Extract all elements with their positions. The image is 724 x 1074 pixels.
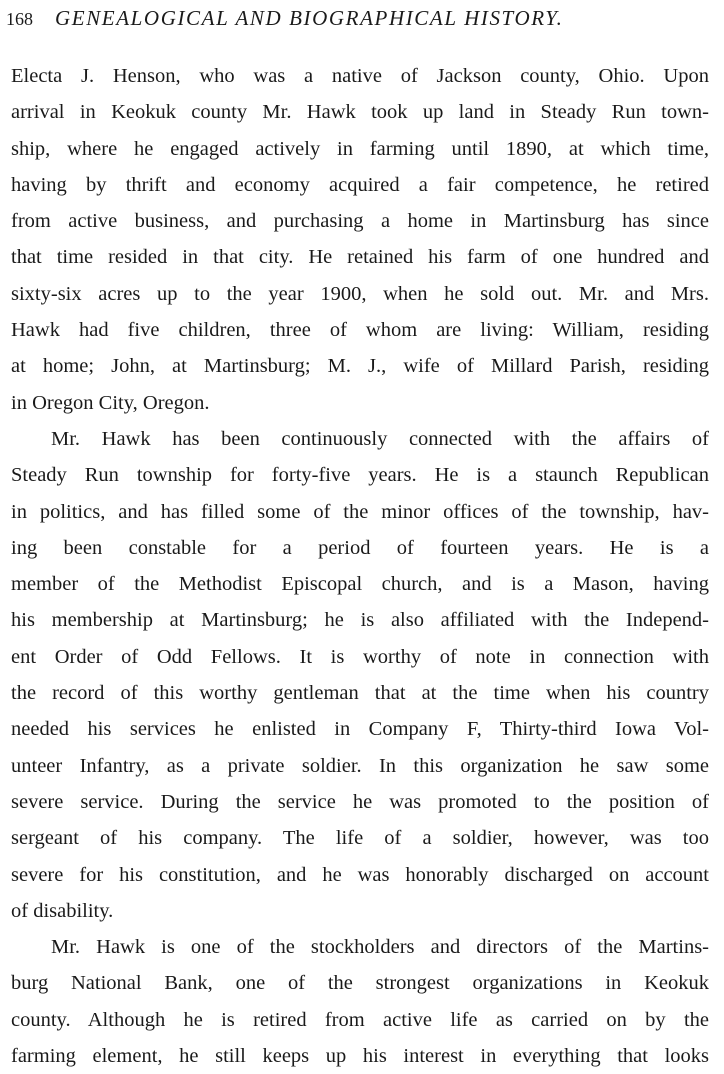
text-line: ent Order of Odd Fellows. It is worthy of note in connection with [11, 645, 709, 668]
text-line: Mr. Hawk has been continuously connected with the affairs of [51, 427, 709, 450]
body-text [11, 58, 709, 1074]
text-line: Steady Run township for forty-five years. He is a staunch Republican [11, 464, 709, 487]
text-line: severe for his constitution, and he was honorably discharged on account [11, 863, 709, 886]
text-line: his membership at Martinsburg; he is also affiliated with the Independ- [11, 609, 709, 632]
text-line: Hawk had five children, three of whom are living: William, residing [11, 319, 709, 342]
text-line: ing been constable for a period of fourteen years. He is a [11, 536, 709, 559]
text-line: of disability. [11, 899, 114, 922]
text-line: needed his services he enlisted in Company F, Thirty-third Iowa Vol- [11, 718, 709, 741]
text-line: county. Although he is retired from active life as carried on by the [11, 1008, 709, 1031]
text-line: in politics, and has filled some of the minor offices of the township, hav- [11, 500, 709, 523]
text-line: sergeant of his company. The life of a soldier, however, was too [11, 827, 709, 850]
text-line: Electa J. Henson, who was a native of Jackson county, Ohio. Upon [11, 65, 709, 87]
text-line: sixty-six acres up to the year 1900, when he sold out. Mr. and Mrs. [11, 282, 709, 305]
text-line: that time resided in that city. He retained his farm of one hundred and [11, 246, 709, 269]
text-line: the record of this worthy gentleman that at the time when his country [11, 682, 709, 705]
text-line: severe service. During the service he was promoted to the position of [11, 790, 709, 813]
page-number: 168 [6, 9, 33, 29]
text-line: member of the Methodist Episcopal church, and is a Mason, having [11, 573, 709, 596]
text-line: farming element, he still keeps up his interest in everything that looks [11, 1045, 709, 1068]
text-line: unteer Infantry, as a private soldier. In this organization he saw some [11, 754, 709, 777]
text-line: having by thrift and economy acquired a fair competence, he retired [11, 173, 709, 196]
text-line: Mr. Hawk is one of the stockholders and directors of the Martins- [51, 936, 709, 959]
text-line: at home; John, at Martinsburg; M. J., wife of Millard Parish, residing [11, 355, 709, 378]
text-line: ship, where he engaged actively in farming until 1890, at which time, [11, 137, 709, 160]
page-header [6, 6, 706, 34]
text-line: from active business, and purchasing a home in Martinsburg has since [11, 210, 709, 233]
running-head: GENEALOGICAL AND BIOGRAPHICAL HISTORY. [55, 6, 564, 30]
text-line: arrival in Keokuk county Mr. Hawk took up land in Steady Run town- [11, 101, 709, 124]
text-line: in Oregon City, Oregon. [11, 391, 210, 414]
text-line: burg National Bank, one of the strongest organizations in Keokuk [11, 972, 709, 995]
